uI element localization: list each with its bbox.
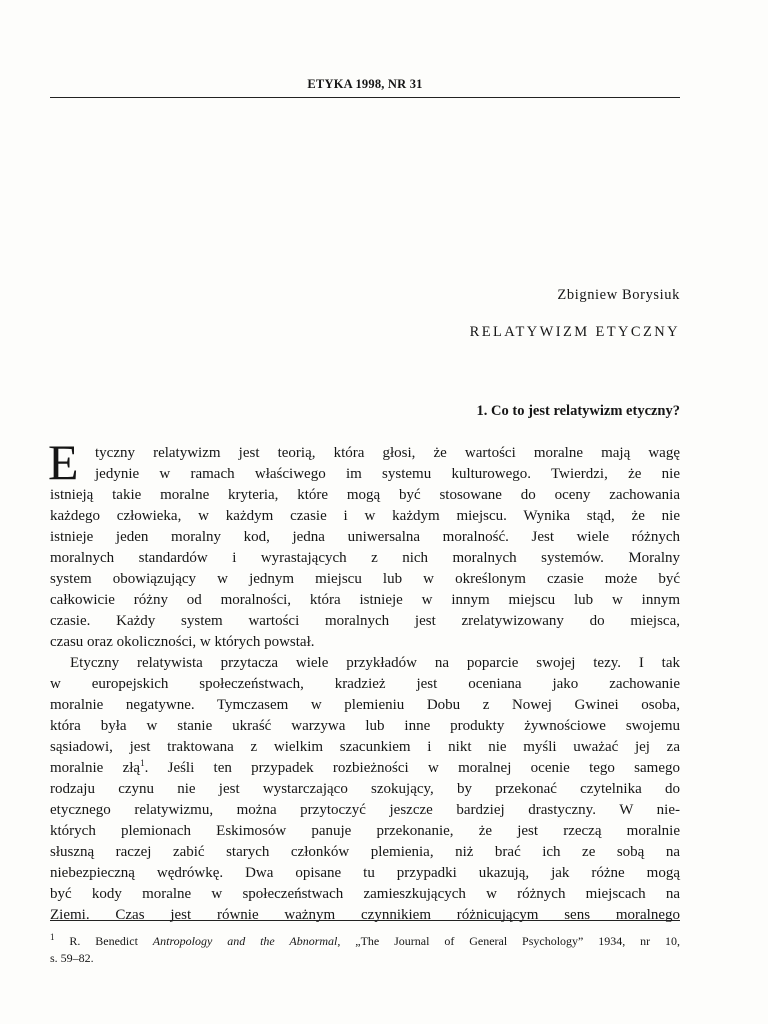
body-line: Ziemi. Czas jest równie ważnym czynnikiem różnicującym sens moralnego [50,907,680,923]
body-line-text: moralnie złą [50,760,141,776]
body-line: istnieją takie moralne kryteria, które mogą być stosowane do oceny zachowania [50,487,680,503]
body-line: niebezpieczną wędrówkę. Dwa opisane tu przypadki ukazują, jak różne mogą [50,865,680,881]
article-title: RELATYWIZM ETYCZNY [469,324,680,340]
body-line: czasie. Każdy system wartości moralnych jest zrelatywizowany do miejsca, [50,613,680,629]
body-line: istnieje jeden moralny kod, jedna uniwersalna moralność. Jest wiele różnych [50,529,680,545]
section-heading: 1. Co to jest relatywizm etyczny? [476,403,680,419]
footnote-source: „The Journal of General Psychology” 1934, nr 10, [340,934,681,948]
body-line: rodzaju czynu nie jest wystarczająco szokujący, by przekonać czytelnika do [50,781,680,797]
body-line: która była w stanie ukraść warzywa lub inne produkty żywnościowe swojemu [50,718,680,734]
body-line: w europejskich społeczeństwach, kradzież jest oceniana jako zachowanie [50,676,680,692]
footnote [50,933,680,950]
body-line: sąsiadowi, jest traktowana z wielkim szacunkiem i nikt nie myśli uważać jej za [50,739,680,755]
footnote-pages: s. 59–82. [50,951,94,965]
body-line: być kody moralne w społeczeństwach zamieszkujących w różnych miejscach na [50,886,680,902]
footnote-marker: 1 [50,932,55,942]
body-line: każdego człowieka, w każdym czasie i w każdym miejscu. Wynika stąd, że nie [50,508,680,524]
body-line: całkowicie różny od moralności, która istnieje w innym miejscu lub w innym [50,592,680,608]
footnote-author: R. Benedict [69,934,153,948]
header-rule [50,97,680,98]
body-line: których plemionach Eskimosów panuje przekonanie, że jest rzeczą moralnie [50,823,680,839]
author-name: Zbigniew Borysiuk [557,287,680,303]
body-line: czasu oraz okoliczności, w których powstał. [50,634,315,650]
body-line: tyczny relatywizm jest teorią, która głosi, że wartości moralne mają wagę [95,445,680,461]
footnote-ref: 1 [140,758,145,768]
footnote-rule [50,920,680,921]
body-line: Etyczny relatywista przytacza wiele przykładów na poparcie swojej tezy. I tak [70,655,680,671]
body-line: słuszną raczej zabić starych członków plemienia, niż brać ich ze sobą na [50,844,680,860]
body-line-text: . Jeśli ten przypadek rozbieżności w moralnej ocenie tego samego [144,760,680,776]
journal-header: ETYKA 1998, NR 31 [307,77,423,91]
body-line: jedynie w ramach właściwego im systemu kulturowego. Twierdzi, że nie [95,466,680,482]
body-line [50,758,680,778]
body-line: moralnie negatywne. Tymczasem w plemieniu Dobu z Nowej Gwinei osoba, [50,697,680,713]
body-line: moralnych standardów i wyrastających z nich moralnych systemów. Moralny [50,550,680,566]
footnote-work: Antropology and the Abnormal, [152,934,341,948]
body-line: etycznego relatywizmu, można przytoczyć jeszcze bardziej drastyczny. W nie- [50,802,680,818]
body-line: system obowiązujący w jednym miejscu lub w określonym czasie może być [50,571,680,587]
drop-cap: E [48,434,79,490]
